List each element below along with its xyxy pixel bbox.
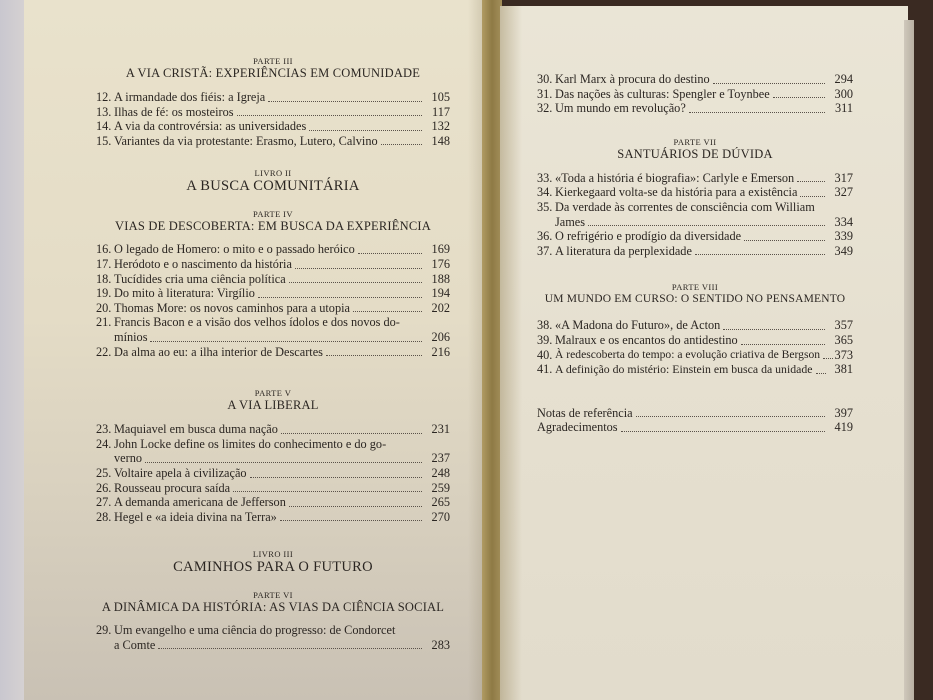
dot-leader [281, 433, 422, 434]
dot-leader [797, 181, 825, 182]
entry-title: Kierkegaard volta-se da história para a existência [555, 185, 798, 200]
toc-entry [537, 185, 853, 200]
toc-entry [96, 315, 450, 344]
dot-leader [381, 144, 422, 145]
entry-page: 294 [834, 72, 853, 86]
toc-list [537, 406, 853, 435]
toc-entry [537, 101, 853, 116]
entry-page: 237 [431, 451, 450, 466]
entry-title: A literatura da perplexidade [555, 243, 692, 258]
entry-number: 20. [96, 300, 112, 315]
entry-title: Voltaire apela à civilização [114, 465, 247, 480]
right-page-contents [537, 72, 853, 435]
entry-title: O legado de Homero: o mito e o passado heróico [114, 242, 355, 257]
part-label: PARTE V [254, 388, 292, 399]
toc-entry [537, 72, 853, 87]
dot-leader [353, 311, 422, 312]
entry-number: 14. [96, 119, 112, 134]
entry-number: 21. [96, 315, 112, 330]
book-label: LIVRO III [252, 549, 294, 560]
part-6-continued [537, 72, 853, 116]
part-title: VIAS DE DESCOBERTA: EM BUSCA DA EXPERIÊNCIA [115, 219, 431, 234]
toc-list [537, 72, 853, 116]
toc-entry [96, 286, 450, 301]
toc-entry [96, 481, 450, 496]
part-label: PARTE VI [253, 590, 293, 601]
toc-entry [537, 229, 853, 244]
toc-entry [537, 362, 853, 377]
dot-leader [145, 462, 422, 463]
entry-title: Malraux e os encantos do antidestino [555, 332, 738, 347]
dot-leader [358, 253, 422, 254]
entry-title: Variantes da via protestante: Erasmo, Lutero, Calvino [114, 133, 378, 148]
part-title: SANTUÁRIOS DE DÚVIDA [617, 146, 773, 161]
part-7-section [537, 137, 853, 259]
entry-title: O refrigério e prodígio da diversidade [555, 229, 742, 244]
entry-number: 25. [96, 465, 112, 480]
toc-entry [537, 318, 853, 333]
entry-title: A irmandade dos fiéis: a Igreja [114, 90, 266, 104]
entry-page: 248 [431, 465, 450, 480]
part-label: PARTE IV [253, 209, 293, 220]
entry-page: 188 [431, 271, 450, 286]
entry-page: 270 [431, 509, 450, 524]
dot-leader [289, 506, 422, 507]
entry-title: Notas de referência [537, 405, 633, 420]
dot-leader [237, 115, 422, 116]
toc-entry [537, 171, 853, 186]
dot-leader [713, 83, 825, 84]
entry-number: 26. [96, 480, 112, 495]
part-title: A DINÂMICA DA HISTÓRIA: AS VIAS DA CIÊNCIA SOCIAL [101, 600, 445, 615]
entry-page: 357 [834, 318, 853, 333]
dot-leader [588, 225, 825, 226]
entry-page: 349 [834, 243, 853, 258]
toc-entry [96, 466, 450, 481]
dot-leader [309, 130, 422, 131]
entry-page: 397 [834, 405, 853, 420]
toc-entry [96, 257, 450, 272]
dot-leader [150, 341, 422, 342]
toc-list [96, 90, 450, 148]
toc-entry [96, 510, 450, 525]
entry-page: 265 [431, 495, 450, 510]
dot-leader [295, 268, 422, 269]
entry-number: 31. [537, 86, 553, 101]
toc-entry [537, 333, 853, 348]
toc-entry [96, 301, 450, 316]
entry-number: 24. [96, 436, 112, 451]
entry-page: 373 [834, 347, 853, 362]
part-8-section [537, 282, 853, 376]
part-label: PARTE VII [673, 136, 717, 147]
entry-title: John Locke define os limites do conhecimento e do go- [114, 436, 387, 451]
entry-number: 30. [537, 72, 553, 86]
entry-page: 202 [431, 300, 450, 315]
dot-leader [280, 520, 422, 521]
entry-page: 334 [834, 214, 853, 229]
toc-entry [96, 437, 450, 466]
entry-title: Hegel e «a ideia divina na Terra» [114, 509, 277, 524]
entry-number: 16. [96, 242, 112, 257]
part-3-section [96, 56, 450, 148]
entry-title: Da verdade às correntes de consciência com William [555, 199, 815, 214]
toc-entry [96, 90, 450, 105]
back-matter [537, 406, 853, 435]
dot-leader [744, 240, 825, 241]
entry-title: Da alma ao eu: a ilha interior de Descartes [114, 344, 323, 359]
part-label: PARTE III [253, 56, 293, 66]
dot-leader [636, 416, 825, 417]
entry-number: 38. [537, 318, 553, 333]
entry-page: 327 [834, 185, 853, 200]
entry-number: 22. [96, 344, 112, 359]
entry-page: 206 [431, 329, 450, 344]
entry-title-continued: James [555, 214, 586, 229]
entry-title: Karl Marx à procura do destino [555, 72, 710, 86]
entry-page: 259 [431, 480, 450, 495]
entry-page: 419 [834, 420, 853, 435]
entry-title: À redescoberta do tempo: a evolução criativa de Bergson [555, 347, 821, 361]
dot-leader [741, 344, 825, 345]
entry-number: 35. [537, 199, 553, 214]
gutter-shadow [500, 6, 522, 700]
page-edges [904, 20, 914, 700]
entry-number: 34. [537, 185, 553, 200]
dot-leader [621, 431, 825, 432]
entry-title: «A Madona do Futuro», de Acton [555, 318, 721, 333]
toc-entry [537, 244, 853, 259]
toc-entry [96, 272, 450, 287]
dot-leader [695, 254, 825, 255]
entry-title: Um mundo em revolução? [555, 101, 686, 116]
entry-number: 37. [537, 243, 553, 258]
entry-title: A via da controvérsia: as universidades [114, 119, 307, 134]
entry-title: Rousseau procura saída [114, 480, 231, 495]
entry-number: 36. [537, 229, 553, 244]
entry-title-continued: mínios [114, 329, 148, 344]
part-title: A VIA LIBERAL [227, 398, 319, 413]
dot-leader [258, 297, 422, 298]
part-label: PARTE VIII [671, 282, 719, 293]
toc-entry [96, 134, 450, 149]
entry-title: A definição do mistério: Einstein em busca da unidade [555, 362, 813, 377]
dot-leader [800, 196, 825, 197]
entry-page: 176 [431, 256, 450, 271]
toc-entry-acknowledgements [537, 420, 853, 435]
toc-entry [96, 623, 450, 652]
entry-title: Francis Bacon e a visão dos velhos ídolos e dos novos do- [114, 315, 400, 330]
entry-title: Ilhas de fé: os mosteiros [114, 104, 234, 119]
part-4-section [96, 209, 450, 359]
part-5-section [96, 388, 450, 524]
toc-list [96, 623, 450, 652]
toc-entry [537, 87, 853, 102]
entry-number: 12. [96, 90, 112, 104]
book-gutter [482, 0, 502, 700]
book-2-heading [96, 168, 450, 195]
entry-number: 28. [96, 509, 112, 524]
entry-title: Do mito à literatura: Virgílio [114, 286, 255, 301]
entry-title: Tucídides cria uma ciência política [114, 271, 286, 286]
book-3-heading [96, 549, 450, 576]
dot-leader [233, 491, 422, 492]
toc-entry-notes [537, 406, 853, 421]
entry-number: 19. [96, 286, 112, 301]
toc-list [537, 171, 853, 259]
entry-page: 311 [835, 101, 853, 116]
dot-leader [158, 648, 422, 649]
entry-title: Um evangelho e uma ciência do progresso: de Condorcet [114, 623, 396, 638]
dot-leader [289, 282, 422, 283]
entry-number: 33. [537, 170, 553, 185]
toc-entry [96, 495, 450, 510]
entry-page: 381 [834, 362, 853, 377]
left-page-contents [96, 56, 450, 652]
dot-leader [326, 355, 422, 356]
entry-page: 117 [432, 104, 450, 119]
entry-page: 105 [431, 90, 450, 104]
entry-page: 317 [834, 170, 853, 185]
entry-number: 27. [96, 495, 112, 510]
entry-title-continued: verno [114, 451, 142, 466]
dot-leader [250, 477, 422, 478]
toc-list [96, 242, 450, 359]
book-title: CAMINHOS PARA O FUTURO [173, 559, 373, 576]
entry-number: 17. [96, 256, 112, 271]
entry-title: Agradecimentos [537, 420, 618, 435]
entry-title: Das nações às culturas: Spengler e Toynbee [555, 86, 770, 101]
dot-leader [723, 329, 825, 330]
entry-page: 339 [834, 229, 853, 244]
entry-page: 231 [431, 422, 450, 437]
entry-page: 194 [431, 286, 450, 301]
toc-list [96, 422, 450, 524]
toc-entry [96, 242, 450, 257]
entry-title-continued: a Comte [114, 637, 156, 652]
entry-page: 148 [431, 133, 450, 148]
dot-leader [689, 112, 825, 113]
entry-number: 18. [96, 271, 112, 286]
book-title: A BUSCA COMUNITÁRIA [186, 178, 360, 195]
entry-number: 32. [537, 101, 553, 116]
toc-list [537, 318, 853, 376]
entry-title: A demanda americana de Jefferson [114, 495, 286, 510]
entry-page: 132 [431, 119, 450, 134]
part-title: A VIA CRISTÃ: EXPERIÊNCIAS EM COMUNIDADE [125, 66, 421, 80]
toc-entry [96, 119, 450, 134]
entry-number: 23. [96, 422, 112, 437]
part-6-section [96, 590, 450, 652]
entry-title: Maquiavel em busca duma nação [114, 422, 278, 437]
entry-title: «Toda a história é biografia»: Carlyle e Emerson [555, 170, 795, 185]
entry-number: 41. [537, 362, 553, 377]
entry-page: 216 [431, 344, 450, 359]
entry-number: 39. [537, 332, 553, 347]
entry-title: Thomas More: os novos caminhos para a utopia [114, 300, 350, 315]
entry-number: 15. [96, 133, 112, 148]
entry-page: 283 [431, 637, 450, 652]
entry-title: Heródoto e o nascimento da história [114, 256, 292, 271]
part-title: UM MUNDO EM CURSO: O SENTIDO NO PENSAMENTO [544, 293, 846, 306]
toc-entry [96, 105, 450, 120]
entry-number: 13. [96, 104, 112, 119]
entry-page: 365 [834, 332, 853, 347]
dot-leader [268, 101, 422, 102]
entry-page: 300 [834, 86, 853, 101]
toc-entry [537, 348, 853, 363]
entry-number: 29. [96, 623, 112, 638]
book-label: LIVRO II [254, 168, 292, 179]
toc-entry [96, 422, 450, 437]
entry-number: 40. [537, 347, 553, 362]
entry-page: 169 [431, 242, 450, 257]
dot-leader [773, 97, 825, 98]
toc-entry [96, 345, 450, 360]
toc-entry [537, 200, 853, 229]
table-surface [0, 0, 26, 700]
dot-leader [816, 373, 826, 374]
